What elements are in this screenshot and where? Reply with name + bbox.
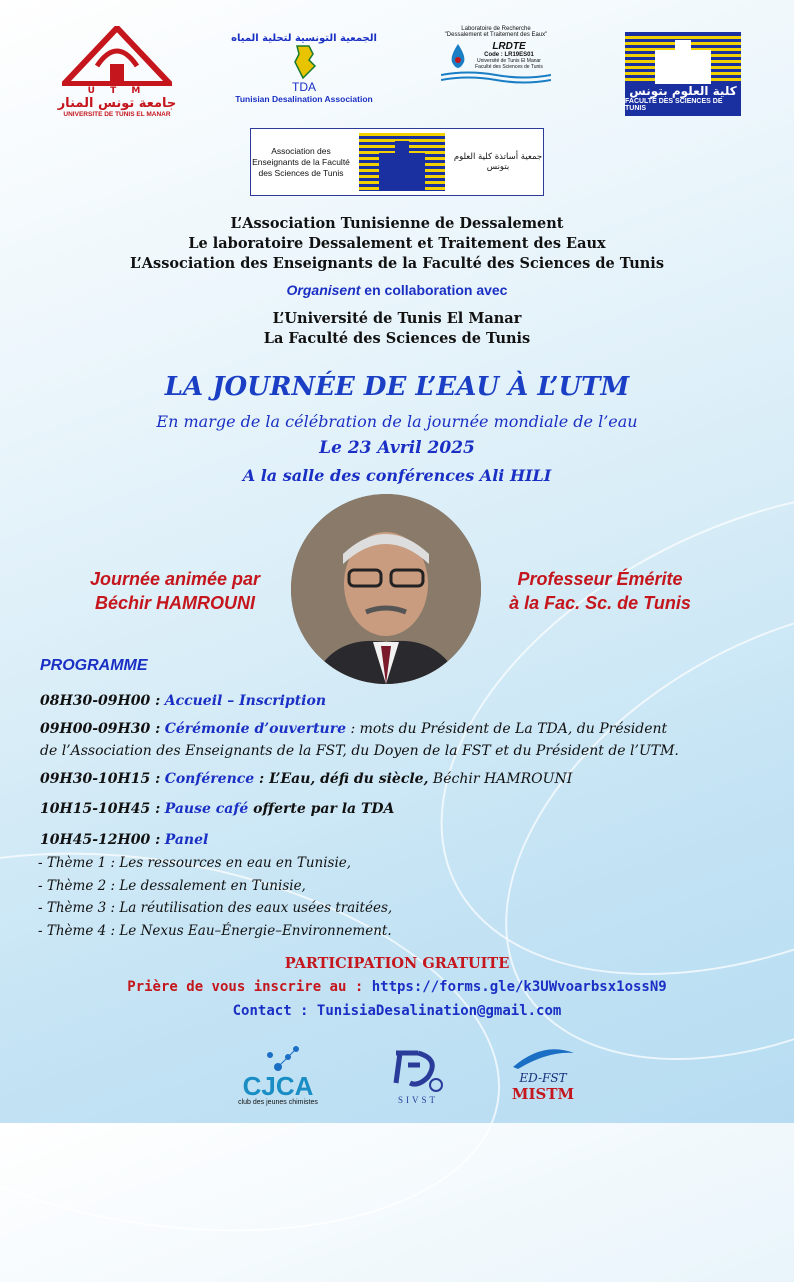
speaker-title-line1: Professeur Émérite — [517, 569, 683, 589]
organise-rest: en collaboration avec — [360, 282, 508, 298]
edfst-text: ED-FST — [519, 1071, 567, 1085]
lrdte-short: LRDTE — [492, 41, 526, 52]
tunisia-map-icon — [289, 44, 319, 80]
utm-name: UNIVERSITE DE TUNIS EL MANAR — [63, 111, 171, 118]
programme-text: : L’Eau, défi du siècle, — [254, 771, 429, 787]
organizers — [0, 214, 794, 274]
speaker-photo — [291, 494, 481, 684]
tda-logo — [231, 22, 377, 114]
programme-time: 10H45-12H00 : — [40, 832, 161, 848]
programme-heading: PROGRAMME — [40, 657, 148, 674]
programme-time: 09H00-09H30 : — [40, 721, 161, 737]
programme-time: 09H30-10H15 : — [40, 771, 161, 787]
mistm-text: MISTM — [511, 1085, 575, 1103]
aefst-arabic: جمعية أساتذة كلية العلوم بتونس — [453, 152, 543, 172]
organizer-line: Le laboratoire Dessalement et Traitement des Eaux — [188, 235, 606, 252]
lrdte-line1: Laboratoire de Recherche — [461, 26, 531, 32]
molecule-icon — [248, 1043, 308, 1073]
programme-item — [40, 690, 770, 712]
lrdte-logo — [432, 26, 560, 114]
programme-item — [40, 718, 770, 762]
aefst-text: Association des Enseignants de la Faculté des Sciences de Tunis — [252, 145, 350, 178]
panel-theme: - Thème 2 : Le dessalement en Tunisie, — [38, 877, 306, 894]
water-drop-icon — [449, 43, 467, 69]
utm-logo — [52, 22, 182, 122]
panel-themes — [38, 852, 638, 942]
programme-item — [40, 798, 770, 820]
speaker-title-line2: à la Fac. Sc. de Tunis — [509, 593, 691, 613]
programme-speaker: Béchir HAMROUNI — [428, 771, 573, 787]
partner-line: La Faculté des Sciences de Tunis — [263, 330, 531, 347]
lrdte-line2: "Dessalement et Traitement des Eaux" — [444, 32, 548, 38]
lrdte-code: Code : LR19ES01 — [484, 52, 534, 58]
utm-arabic: جامعة تونس المنار — [57, 96, 177, 111]
programme-text: : mots du Président de La TDA, du Président — [346, 721, 668, 737]
programme-item — [40, 768, 770, 790]
cjc-logo — [226, 1035, 330, 1113]
fst-name: FACULTE DES SCIENCES DE TUNIS — [625, 98, 723, 112]
programme-label: Pause café — [164, 801, 249, 817]
edfst-logo — [500, 1040, 586, 1108]
partners — [0, 309, 794, 349]
speaker-left-line1: Journée animée par — [89, 569, 261, 589]
tda-arabic: الجمعية التونسية لتحلية المياه — [231, 32, 377, 44]
sivst-logo — [380, 1035, 456, 1113]
tda-short: TDA — [292, 79, 316, 94]
programme-label: Panel — [164, 832, 209, 848]
fst-building-icon — [625, 36, 741, 84]
register-line — [0, 979, 794, 995]
register-link[interactable]: https://forms.gle/k3UWvoarbsx1ossN9 — [363, 979, 667, 995]
register-label: Prière de vous inscrire au : — [127, 979, 364, 995]
partner-line: L’Université de Tunis El Manar — [272, 310, 522, 327]
lrdte-line4: Faculté des Sciences de Tunis — [475, 64, 543, 70]
panel-theme: - Thème 3 : La réutilisation des eaux usées traitées, — [38, 900, 393, 916]
programme-label: Conférence — [164, 771, 255, 787]
utm-emblem-icon — [62, 26, 172, 86]
programme-label: Accueil – Inscription — [164, 693, 327, 709]
event-date: Le 23 Avril 2025 — [319, 438, 475, 458]
organise-italic: Organisent — [286, 282, 361, 298]
event-place: A la salle des conférences Ali HILI — [242, 466, 552, 485]
tda-name: Tunisian Desalination Association — [235, 93, 373, 104]
speaker-name: Béchir HAMROUNI — [94, 593, 255, 613]
panel-theme: - Thème 1 : Les ressources en eau en Tunisie, — [38, 855, 352, 871]
edfst-swoosh-icon — [508, 1045, 578, 1071]
fst-logo — [625, 32, 741, 116]
programme-time: 10H15-10H45 : — [40, 801, 161, 817]
lrdte-line3: Université de Tunis El Manar — [477, 58, 541, 64]
fst-arabic: كلية العلوم بتونس — [629, 84, 737, 98]
cjc-text: CJCA — [242, 1070, 314, 1101]
cjc-sub: club des jeunes chimistes — [238, 1098, 318, 1106]
speaker-right — [470, 567, 730, 615]
contact-line: Contact : TunisiaDesalination@gmail.com — [232, 1003, 562, 1019]
utm-mark: U T M — [87, 86, 147, 96]
speaker-left — [40, 567, 310, 615]
programme-label: Cérémonie d’ouverture — [164, 721, 346, 737]
sivst-emblem-icon — [388, 1043, 448, 1095]
event-subtitle: En marge de la célébration de la journée mondiale de l’eau — [156, 412, 638, 431]
programme-text: offerte par la TDA — [248, 801, 395, 817]
programme-item — [40, 829, 770, 851]
organise-line — [0, 282, 794, 298]
aefst-logo — [250, 128, 544, 196]
wave-lines-icon — [441, 70, 551, 84]
free-participation: PARTICIPATION GRATUITE — [284, 955, 510, 972]
panel-theme: - Thème 4 : Le Nexus Eau–Énergie–Environnement. — [38, 922, 392, 939]
sivst-text: SIVST — [397, 1095, 438, 1105]
organizer-line: L’Association des Enseignants de la Faculté des Sciences de Tunis — [130, 255, 664, 272]
speaker-portrait-icon — [291, 494, 481, 684]
aefst-building-icon — [359, 133, 445, 191]
programme-time: 08H30-09H00 : — [40, 693, 161, 709]
event-title: LA JOURNÉE DE L’EAU À L’UTM — [164, 372, 630, 402]
organizer-line: L’Association Tunisienne de Dessalement — [230, 215, 564, 232]
programme-text-cont: de l’Association des Enseignants de la FST, du Doyen de la FST et du Président de l’UTM. — [40, 743, 679, 759]
